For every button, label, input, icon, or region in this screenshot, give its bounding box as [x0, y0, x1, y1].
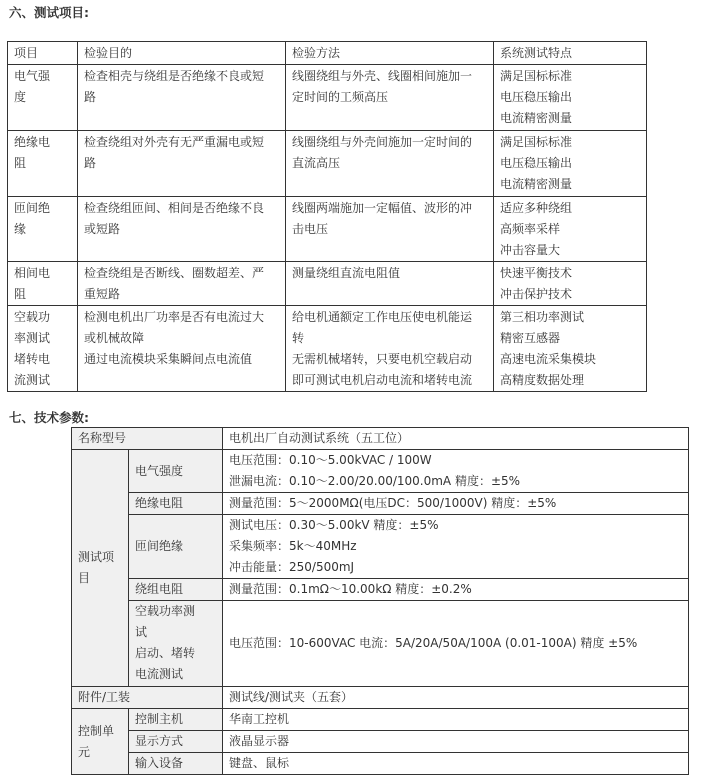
test-value	[223, 493, 689, 515]
row-features-line: 高精度数据处理	[500, 373, 585, 387]
test-group-line: 目	[78, 571, 91, 585]
test-name	[129, 493, 223, 515]
test-row	[72, 579, 689, 601]
control-group-line: 控制单	[78, 723, 115, 738]
row-item	[8, 131, 78, 197]
test-value-line: 冲击能量：250/500mJ	[229, 560, 355, 574]
control-row	[72, 753, 689, 775]
test-value-line: 电压范围：0.10～5.00kVAC / 100W	[229, 453, 432, 467]
row-item-line: 缘	[14, 222, 27, 236]
control-name: 输入设备	[129, 753, 223, 775]
row-item-line: 空载功	[14, 310, 51, 324]
test-row	[72, 515, 689, 579]
row-item-line: 流测试	[14, 373, 51, 387]
row-method-line: 无需机械堵转，只要电机空载启动	[292, 352, 473, 366]
section-heading-test-items: 六、测试项目:	[9, 5, 89, 20]
test-value-line: 泄漏电流：0.10～2.00/20.00/100.0mA 精度：±5%	[229, 474, 521, 488]
test-name-line: 试	[135, 625, 148, 639]
header-features: 系统测试特点	[494, 42, 647, 65]
row-features-line: 满足国标标准	[500, 135, 573, 149]
control-group-label	[72, 709, 129, 775]
test-name	[129, 601, 223, 687]
row-features-line: 高速电流采集模块	[500, 352, 597, 366]
row-method-line: 直流高压	[292, 156, 341, 170]
test-value	[223, 450, 689, 493]
row-features-line: 电压稳压输出	[500, 156, 573, 170]
table-row	[8, 131, 647, 197]
row-purpose-line: 检查相壳与绕组是否绝缘不良或短	[84, 69, 265, 83]
row-purpose-line: 检测电机出厂功率是否有电流过大	[84, 310, 265, 324]
accessory-row	[72, 687, 689, 709]
row-purpose-line: 路	[84, 156, 97, 170]
row-method-line: 线圈绕组与外壳间施加一定时间的	[292, 135, 473, 149]
row-features-line: 精密互感器	[500, 331, 561, 345]
model-value: 电机出厂自动测试系统（五工位）	[223, 428, 689, 450]
row-features-line: 第三相功率测试	[500, 310, 585, 324]
row-purpose-line: 检查绕组是否断线、圈数超差、严	[84, 266, 265, 280]
test-group-line: 测试项	[78, 550, 115, 564]
row-method-line: 定时间的工频高压	[292, 90, 389, 104]
row-method	[286, 65, 494, 131]
row-features-line: 满足国标标准	[500, 69, 573, 83]
control-value: 液晶显示器	[223, 731, 689, 753]
row-item-line: 堵转电	[14, 352, 51, 366]
test-value-line: 测量范围：0.1mΩ～10.00kΩ 精度：±0.2%	[229, 582, 472, 596]
control-group-line: 元	[78, 744, 91, 759]
row-method-line: 线圈两端施加一定幅值、波形的冲	[292, 201, 473, 215]
test-value-line: 电压范围：10-600VAC 电流：5A/20A/50A/100A (0.01-100A) 精度 ±5%	[229, 636, 638, 650]
test-items-table	[7, 41, 647, 392]
row-item-line: 率测试	[14, 331, 51, 345]
header-item: 项目	[8, 42, 78, 65]
accessory-value: 测试线/测试夹（五套）	[223, 687, 689, 709]
row-item-line: 阻	[14, 287, 27, 301]
tech-params-table	[71, 427, 689, 775]
row-purpose-line: 重短路	[84, 287, 121, 301]
test-group-label	[72, 450, 129, 687]
row-item-line: 阻	[14, 156, 27, 170]
row-purpose-line: 检查绕组匝间、相间是否绝缘不良	[84, 201, 265, 215]
row-purpose-line: 或短路	[84, 222, 121, 236]
control-name: 控制主机	[129, 709, 223, 731]
row-method-line: 击电压	[292, 222, 329, 236]
row-purpose	[78, 306, 286, 392]
control-row	[72, 731, 689, 753]
test-row	[72, 493, 689, 515]
accessory-label: 附件/工装	[72, 687, 223, 709]
table-row	[8, 262, 647, 306]
row-item	[8, 197, 78, 262]
row-method-line: 测量绕组直流电阻值	[292, 266, 401, 280]
test-value-line: 测量范围：5～2000MΩ(电压DC：500/1000V) 精度：±5%	[229, 496, 557, 510]
row-features-line: 电流精密测量	[500, 111, 573, 125]
row-item-line: 绝缘电	[14, 135, 51, 149]
row-features	[494, 262, 647, 306]
row-features	[494, 306, 647, 392]
test-name-line: 匝间绝缘	[135, 539, 184, 553]
test-name	[129, 450, 223, 493]
row-features-line: 冲击容量大	[500, 243, 561, 257]
row-purpose-line: 或机械故障	[84, 331, 145, 345]
control-row	[72, 709, 689, 731]
row-item	[8, 65, 78, 131]
model-label: 名称型号	[72, 428, 223, 450]
row-method	[286, 131, 494, 197]
row-method	[286, 197, 494, 262]
row-purpose	[78, 65, 286, 131]
row-purpose-line: 检查绕组对外壳有无严重漏电或短	[84, 135, 265, 149]
row-method-line: 即可测试电机启动电流和堵转电流	[292, 373, 473, 387]
row-features	[494, 197, 647, 262]
row-item-line: 相间电	[14, 266, 51, 280]
control-value: 华南工控机	[223, 709, 689, 731]
test-name	[129, 515, 223, 579]
row-purpose	[78, 197, 286, 262]
control-name: 显示方式	[129, 731, 223, 753]
row-features-line: 适应多种绕组	[500, 201, 573, 215]
row-item	[8, 262, 78, 306]
row-item-line: 电气强	[14, 69, 51, 83]
row-item	[8, 306, 78, 392]
test-name-line: 电流测试	[135, 667, 184, 681]
test-name	[129, 579, 223, 601]
row-method-line: 转	[292, 331, 305, 345]
table-header-row	[8, 42, 647, 65]
model-row	[72, 428, 689, 450]
row-purpose-line: 通过电流模块采集瞬间点电流值	[84, 352, 253, 366]
row-item-line: 度	[14, 90, 27, 104]
test-value	[223, 601, 689, 687]
row-features-line: 电压稳压输出	[500, 90, 573, 104]
row-features	[494, 65, 647, 131]
row-features-line: 电流精密测量	[500, 177, 573, 191]
row-purpose	[78, 262, 286, 306]
row-method	[286, 262, 494, 306]
section-heading-tech-params: 七、技术参数:	[9, 410, 89, 425]
test-name-line: 空载功率测	[135, 604, 196, 618]
test-name-line: 电气强度	[135, 463, 184, 478]
table-row	[8, 197, 647, 262]
test-name-line: 绝缘电阻	[135, 496, 184, 510]
table-row	[8, 306, 647, 392]
row-features	[494, 131, 647, 197]
row-method-line: 线圈绕组与外壳、线圈相间施加一	[292, 69, 473, 83]
row-item-line: 匝间绝	[14, 201, 51, 215]
test-row	[72, 601, 689, 687]
test-value-line: 测试电压：0.30～5.00kV 精度：±5%	[229, 518, 439, 532]
test-value-line: 采集频率：5k～40MHz	[229, 539, 357, 553]
row-purpose	[78, 131, 286, 197]
control-value: 键盘、鼠标	[223, 753, 689, 775]
row-features-line: 快速平衡技术	[500, 266, 573, 280]
table-row	[8, 65, 647, 131]
test-row	[72, 450, 689, 493]
row-method-line: 给电机通额定工作电压使电机能运	[292, 310, 473, 324]
row-method	[286, 306, 494, 392]
test-name-line: 启动、堵转	[135, 646, 196, 660]
test-value	[223, 515, 689, 579]
test-name-line: 绕组电阻	[135, 582, 184, 596]
header-purpose: 检验目的	[78, 42, 286, 65]
header-method: 检验方法	[286, 42, 494, 65]
test-value	[223, 579, 689, 601]
row-purpose-line: 路	[84, 90, 97, 104]
row-features-line: 冲击保护技术	[500, 287, 573, 301]
row-features-line: 高频率采样	[500, 222, 561, 236]
